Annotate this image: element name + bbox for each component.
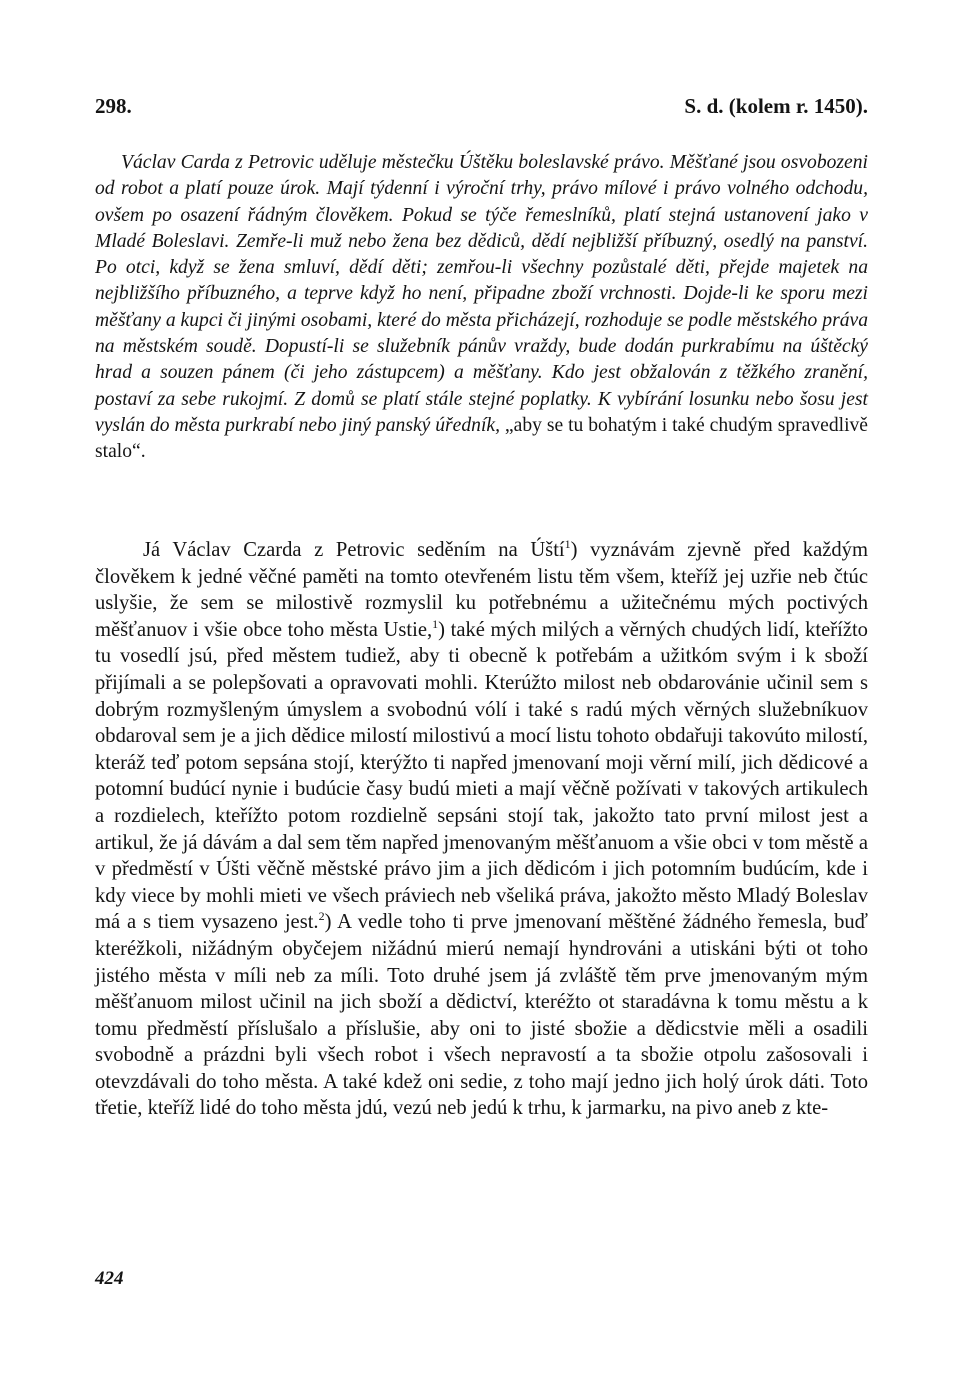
charter-text (95, 537, 868, 1122)
page-number: 424 (95, 1268, 124, 1289)
charter-text-part-2: ) vyznávám zjevně před každým člověkem k jedné věčné paměti na tomto otevřeném listu těm všem, kteříž jej uzřie neb čtúc uslyšie, že sem se milostivě rozmyslil ku potřebnému a užitečnému mých poctivých měšťanuov i všie obce toho města Ustie, (95, 539, 868, 641)
footnote-ref: 1 (564, 537, 571, 552)
charter-text-part-1: Já Václav Czarda z Petrovic seděním na Úští (143, 539, 565, 561)
footnote-ref: 1 (432, 616, 439, 631)
document-date: S. d. (kolem r. 1450). (684, 94, 868, 118)
document-page (95, 0, 868, 1380)
document-number: 298. (95, 94, 132, 118)
abstract-quote: „aby se tu bohatým i také chudým spravedlivě stalo“. (95, 414, 869, 463)
charter-text-part-3: ) také mých milých a věrných chudých lidí, kteřížto tu vosedlí jsú, před městem tudiež, aby ti obecně k potřebám a užitkóm svým i k sboží přijímali a se polepšovati a opravovati mohli. Kterúžto milost neb obdarovánie učinil sem s dobrým rozmyšleným úmyslem a svobodnú vólí i také s radú mých věrných služebníkuov obdaroval sem je a jich dědice milostí milostivú a mocí listu tohoto obdařuji takovúto milostí, kteráž teď potom sepsána stojí, kterýžto ti napřed jmenovaní moji věrní milí, jich dědicové a potomní budúcí nynie i budúcie časy budú mieti a mají věčně požívati v takových artikulech a rozdielech, kteřížto potom rozdielně sepsáni stojí tak, jakožto tato první milost jest a artikul, že já dávám a dal sem těm napřed jmenovaným měšťanuom a všie obci v tom městě a v předměstí v Úšti věčně městské právo jim a jich dědicóm i jich potomním budúcím, kde i kdy viece by mohli mieti ve všech práviech neb všeliká práva, jakožto město Mladý Boleslav má a s tiem vysazeno jest. (95, 618, 868, 934)
regest-abstract (95, 150, 868, 466)
abstract-italic-text: Václav Carda z Petrovic uděluje městečku Úštěku boleslavské právo. Měšťané jsou osvobozeni od robot a platí pouze úrok. Mají týdenní i výroční trhy, právo mílové i právo volného odchodu, ovšem po osazení řádným člověkem. Pokud se týče řemeslníků, platí stejná ustanovení jako v Mladé Boleslavi. Zemře-li muž nebo žena bez dědiců, dědí nejbližší příbuzný, osedlý na panství. Po otci, když se žena smluví, dědí děti; zemřou-li všechny pozůstalé děti, přejde majetek na nejbližšího příbuzného, a teprve když ho není, připadne zboží vrchnosti. Dojde-li ke sporu mezi měšťany a kupci či jinými osobami, které do města přicházejí, rozhoduje se podle městského práva na městském soudě. Dopustí-li se služebník pánův vraždy, bude dodán purkrabímu na úštěcký hrad a souzen pánem (či jeho zástupcem) a měšťany. Kdo jest obžalován z těžkého zranění, postaví za sebe rukojmí. Z domů se platí stále stejné poplatky. K vybírání losunku nebo šosu jest vyslán do města purkrabí nebo jiný panský úředník, (95, 152, 868, 436)
charter-text-part-4: ) A vedle toho ti prve jmenovaní měštěné žádného řemesla, buď kteréžkoli, nižádným obyčejem nižádnú mierú nemají hyndrováni a utiskáni býti ot toho jistého města v míli neb za míli. Toto druhé jsem já zvláště těm prve jmenovaným mým měšťanuom milost učinil na jich sboží a dědictví, kteréžto ot staradávna k tomu městu a k tomu předměstí příslušalo a příslušie, aby oni to jisté sbožie a dědicstvie měli a osadili svobodně a prázdni byli všech robot i všech nepravostí a ta sbožie otpolu zašosovali i otevzdávali do toho města. A také kdež oni sedie, z toho mají jedno jich holý úrok dáti. Toto třetie, kteříž lidé do toho města jdú, vezú neb jedú k trhu, k jarmarku, na pivo aneb z kte- (95, 911, 868, 1120)
footnote-ref: 2 (318, 909, 325, 924)
page-header (95, 92, 868, 120)
